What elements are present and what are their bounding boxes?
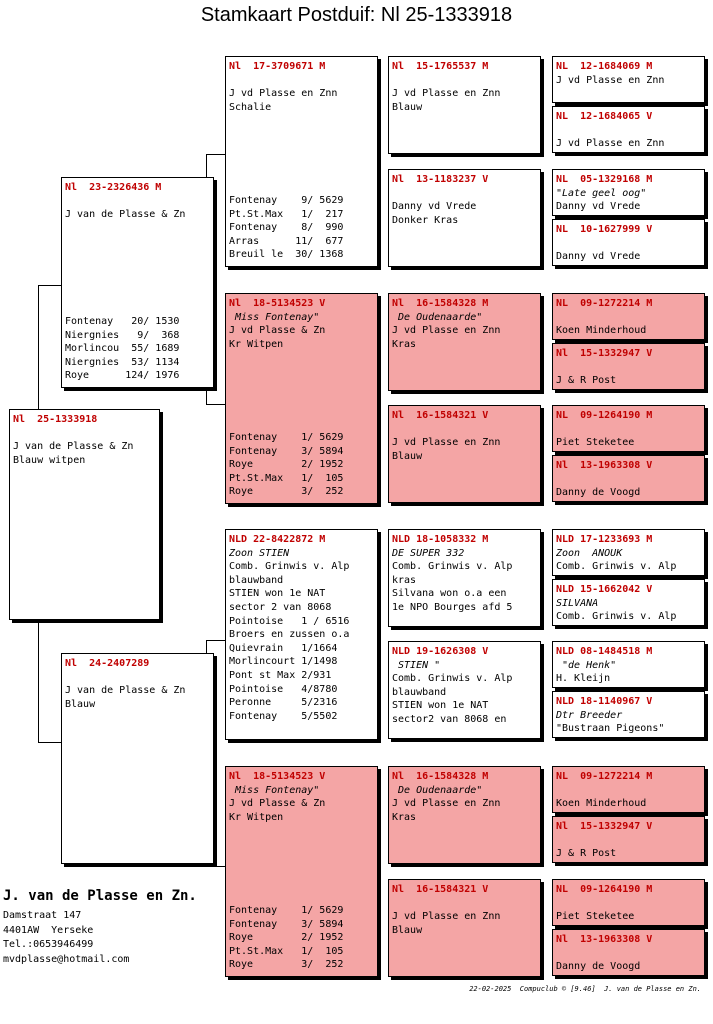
owner-city: 4401AW Yerseke bbox=[3, 924, 94, 936]
connector-line bbox=[38, 285, 61, 286]
ring-number: Nl 16-1584328 M bbox=[392, 771, 489, 782]
detail-line: Morlincourt 1/1498 bbox=[229, 656, 338, 668]
detail-line: STIEN won 1e NAT bbox=[229, 588, 326, 600]
race-result-line: Arras 11/ 677 bbox=[229, 235, 344, 247]
detail-line: Pointoise 1 / 6516 bbox=[229, 615, 350, 627]
ring-number: Nl 23-2326436 M bbox=[65, 182, 162, 193]
ring-number: NL 09-1264190 M bbox=[556, 884, 653, 895]
race-result-line: Roye 3/ 252 bbox=[229, 959, 344, 971]
detail-line: J vd Plasse en Znn bbox=[556, 74, 665, 86]
detail-line bbox=[65, 195, 213, 209]
ring-number: Nl 15-1332947 V bbox=[556, 821, 653, 832]
card-details bbox=[553, 897, 704, 924]
race-result-line: Fontenay 20/ 1530 bbox=[65, 316, 180, 328]
detail-line: Schalie bbox=[229, 101, 272, 113]
connector-line bbox=[38, 742, 61, 743]
card-details bbox=[553, 74, 704, 88]
pedigree-card-h3[interactable] bbox=[552, 169, 705, 216]
ring-number: Nl 13-1183237 V bbox=[392, 174, 489, 185]
detail-line: Piet Steketee bbox=[556, 437, 635, 449]
detail-line: Blauw witpen bbox=[13, 454, 86, 466]
card-details bbox=[553, 659, 704, 686]
race-result-line: Fontenay 1/ 5629 bbox=[229, 432, 344, 444]
ring-number: NLD 22-8422872 M bbox=[229, 534, 326, 545]
card-details bbox=[226, 547, 377, 724]
pedigree-card-h9[interactable] bbox=[552, 529, 705, 576]
ring-number: Nl 16-1584321 V bbox=[392, 410, 489, 421]
detail-line: Comb. Grinwis v. Alp bbox=[229, 561, 350, 573]
pedigree-card-h4[interactable] bbox=[552, 219, 705, 266]
ring-number: NLD 17-1233693 M bbox=[556, 534, 653, 545]
detail-line: J vd Plasse & Zn bbox=[229, 798, 326, 810]
detail-line bbox=[392, 423, 540, 437]
detail-line bbox=[556, 473, 704, 487]
detail-line: Comb. Grinwis v. Alp bbox=[556, 561, 677, 573]
card-details bbox=[389, 311, 540, 352]
ring-number: Nl 25-1333918 bbox=[13, 414, 98, 425]
detail-line bbox=[556, 361, 704, 375]
pedigree-card-h6[interactable] bbox=[552, 343, 705, 390]
detail-line bbox=[556, 834, 704, 848]
ring-number: NL 12-1684069 M bbox=[556, 61, 653, 72]
pedigree-card-g1[interactable] bbox=[388, 56, 541, 154]
race-result-line: Fontenay 3/ 5894 bbox=[229, 445, 344, 457]
ring-number: Nl 18-5134523 V bbox=[229, 771, 326, 782]
pedigree-card-d_sire[interactable] bbox=[225, 529, 378, 740]
card-details bbox=[389, 423, 540, 464]
detail-line: De Oudenaarde" bbox=[392, 311, 483, 323]
pedigree-card-g7[interactable] bbox=[388, 766, 541, 864]
connector-line bbox=[206, 640, 225, 641]
detail-line: STIEN " bbox=[392, 659, 441, 671]
card-details bbox=[553, 187, 704, 214]
detail-line: J vd Plasse en Znn bbox=[392, 325, 501, 337]
pedigree-card-s_sire[interactable] bbox=[225, 56, 378, 267]
detail-line bbox=[556, 423, 704, 437]
detail-line: Pointoise 4/8780 bbox=[229, 683, 338, 695]
connector-line bbox=[206, 154, 225, 155]
connector-line bbox=[38, 285, 39, 409]
detail-line: J vd Plasse en Znn bbox=[392, 911, 501, 923]
pedigree-card-h2[interactable] bbox=[552, 106, 705, 153]
pedigree-card-g5[interactable] bbox=[388, 529, 541, 627]
detail-line: Danny de Voogd bbox=[556, 961, 641, 973]
race-results bbox=[65, 315, 179, 383]
pedigree-card-h5[interactable] bbox=[552, 293, 705, 340]
detail-line: Silvana won o.a een bbox=[392, 588, 507, 600]
ring-number: Nl 17-3709671 M bbox=[229, 61, 326, 72]
detail-line: Danny vd Vrede bbox=[556, 251, 641, 263]
detail-line bbox=[392, 187, 540, 201]
detail-line: J vd Plasse en Znn bbox=[392, 798, 501, 810]
detail-line: Danny de Voogd bbox=[556, 487, 641, 499]
detail-line: Blauw bbox=[392, 450, 423, 462]
race-result-line: Fontenay 9/ 5629 bbox=[229, 195, 344, 207]
race-result-line: Roye 2/ 1952 bbox=[229, 932, 344, 944]
ring-number: NLD 15-1662042 V bbox=[556, 584, 653, 595]
pedigree-card-sire[interactable] bbox=[61, 177, 214, 388]
card-details bbox=[62, 671, 213, 712]
ring-number: NLD 08-1484518 M bbox=[556, 646, 653, 657]
pedigree-card-g3[interactable] bbox=[388, 293, 541, 391]
ring-number: NL 09-1272214 M bbox=[556, 298, 653, 309]
card-details bbox=[553, 834, 704, 861]
detail-line: Dtr Breeder bbox=[556, 709, 623, 721]
race-results bbox=[229, 431, 343, 499]
race-results bbox=[229, 194, 343, 262]
detail-line: Miss Fontenay" bbox=[229, 311, 320, 323]
detail-line: De Oudenaarde" bbox=[392, 784, 483, 796]
race-result-line: Fontenay 8/ 990 bbox=[229, 222, 344, 234]
race-result-line: Fontenay 3/ 5894 bbox=[229, 918, 344, 930]
detail-line: Donker Kras bbox=[392, 214, 459, 226]
race-result-line: Pt.St.Max 1/ 217 bbox=[229, 208, 344, 220]
detail-line bbox=[392, 74, 540, 88]
detail-line: Quievrain 1/1664 bbox=[229, 642, 338, 654]
pedigree-card-h8[interactable] bbox=[552, 455, 705, 502]
card-details bbox=[553, 124, 704, 151]
ring-number: NLD 19-1626308 V bbox=[392, 646, 489, 657]
detail-line: sector 2 van 8068 bbox=[229, 601, 332, 613]
detail-line: H. Kleijn bbox=[556, 673, 611, 685]
detail-line bbox=[556, 897, 704, 911]
detail-line: Peronne 5/2316 bbox=[229, 697, 338, 709]
owner-phone: Tel.:0653946499 bbox=[3, 939, 94, 950]
race-result-line: Roye 124/ 1976 bbox=[65, 370, 180, 382]
pedigree-card-g2[interactable] bbox=[388, 169, 541, 267]
detail-line: Koen Minderhoud bbox=[556, 798, 647, 810]
pedigree-card-h12[interactable] bbox=[552, 691, 705, 738]
connector-line bbox=[206, 866, 225, 867]
ring-number: Nl 24-2407289 bbox=[65, 658, 150, 669]
detail-line: J vd Plasse en Znn bbox=[556, 138, 665, 150]
detail-line: Piet Steketee bbox=[556, 911, 635, 923]
card-details bbox=[389, 784, 540, 825]
connector-line bbox=[206, 404, 225, 405]
detail-line: Comb. Grinwis v. Alp bbox=[392, 561, 513, 573]
card-details bbox=[389, 897, 540, 938]
detail-line: kras bbox=[392, 574, 417, 586]
pedigree-card-g4[interactable] bbox=[388, 405, 541, 503]
race-results bbox=[229, 904, 343, 972]
detail-line: Danny vd Vrede bbox=[392, 201, 477, 213]
card-details bbox=[389, 659, 540, 727]
pedigree-card-subject[interactable] bbox=[9, 409, 160, 620]
card-details bbox=[553, 473, 704, 500]
detail-line: J & R Post bbox=[556, 848, 617, 860]
pedigree-card-d_dam[interactable] bbox=[225, 766, 378, 977]
card-details bbox=[553, 547, 704, 574]
card-details bbox=[62, 195, 213, 222]
pedigree-card-dam[interactable] bbox=[61, 653, 214, 864]
owner-block bbox=[3, 888, 197, 967]
detail-line bbox=[556, 124, 704, 138]
ring-number: NLD 18-1058332 M bbox=[392, 534, 489, 545]
detail-line: J vd Plasse en Znn bbox=[229, 88, 338, 100]
detail-line: blauwband bbox=[392, 686, 447, 698]
pedigree-card-g8[interactable] bbox=[388, 879, 541, 977]
detail-line: Blauw bbox=[392, 101, 423, 113]
detail-line: J van de Plasse & Zn bbox=[65, 685, 186, 697]
detail-line: Comb. Grinwis v. Alp bbox=[556, 611, 677, 623]
page-title: Stamkaart Postduif: Nl 25-1333918 bbox=[200, 4, 513, 26]
pedigree-card-h13[interactable] bbox=[552, 766, 705, 813]
card-details bbox=[389, 74, 540, 115]
owner-email[interactable]: mvdplasse@hotmail.com bbox=[3, 953, 130, 965]
detail-line: Blauw bbox=[65, 698, 96, 710]
detail-line: 1e NPO Bourges afd 5 bbox=[392, 601, 513, 613]
detail-line: DE SUPER 332 bbox=[392, 547, 465, 559]
ring-number: Nl 15-1765537 M bbox=[392, 61, 489, 72]
ring-number: Nl 16-1584328 M bbox=[392, 298, 489, 309]
card-details bbox=[553, 784, 704, 811]
owner-street: Damstraat 147 bbox=[3, 910, 82, 921]
detail-line: J vd Plasse & Zn bbox=[229, 325, 326, 337]
detail-line: "Late geel oog" bbox=[556, 187, 647, 199]
detail-line: Kr Witpen bbox=[229, 811, 284, 823]
card-details bbox=[389, 187, 540, 228]
detail-line: "Bustraan Pigeons" bbox=[556, 723, 665, 735]
ring-number: Nl 15-1332947 V bbox=[556, 348, 653, 359]
card-details bbox=[553, 597, 704, 624]
race-result-line: Pt.St.Max 1/ 105 bbox=[229, 945, 344, 957]
detail-line: J vd Plasse en Znn bbox=[392, 88, 501, 100]
race-result-line: Roye 3/ 252 bbox=[229, 486, 344, 498]
detail-line: Zoon STIEN bbox=[229, 547, 290, 559]
pedigree-card-h14[interactable] bbox=[552, 816, 705, 863]
detail-line: blauwband bbox=[229, 574, 284, 586]
ring-number: Nl 13-1963308 V bbox=[556, 934, 653, 945]
ring-number: NL 09-1272214 M bbox=[556, 771, 653, 782]
detail-line bbox=[556, 947, 704, 961]
detail-line bbox=[65, 671, 213, 685]
race-result-line: Morlincou 55/ 1689 bbox=[65, 343, 180, 355]
card-details bbox=[553, 311, 704, 338]
ring-number: NLD 18-1140967 V bbox=[556, 696, 653, 707]
pedigree-card-s_dam[interactable] bbox=[225, 293, 378, 504]
detail-line: Kras bbox=[392, 811, 417, 823]
ring-number: NL 12-1684065 V bbox=[556, 111, 653, 122]
detail-line: Pont st Max 2/931 bbox=[229, 669, 332, 681]
detail-line: Blauw bbox=[392, 924, 423, 936]
ring-number: NL 10-1627999 V bbox=[556, 224, 653, 235]
pedigree-card-h11[interactable] bbox=[552, 641, 705, 688]
detail-line: SILVANA bbox=[556, 597, 599, 609]
race-result-line: Roye 2/ 1952 bbox=[229, 459, 344, 471]
pedigree-card-h16[interactable] bbox=[552, 929, 705, 976]
pedigree-card-g6[interactable] bbox=[388, 641, 541, 739]
ring-number: NL 09-1264190 M bbox=[556, 410, 653, 421]
footer-credit: 22-02-2025 Compuclub © [9.46] J. van de Plasse en Zn. bbox=[469, 985, 701, 993]
card-details bbox=[226, 784, 377, 825]
race-result-line: Breuil le 30/ 1368 bbox=[229, 249, 344, 261]
pedigree-card-h7[interactable] bbox=[552, 405, 705, 452]
owner-name: J. van de Plasse en Zn. bbox=[3, 888, 197, 904]
card-details bbox=[553, 423, 704, 450]
detail-line bbox=[13, 427, 159, 441]
detail-line: J van de Plasse & Zn bbox=[13, 441, 134, 453]
pedigree-card-h15[interactable] bbox=[552, 879, 705, 926]
race-result-line: Fontenay 1/ 5629 bbox=[229, 905, 344, 917]
detail-line: Fontenay 5/5502 bbox=[229, 710, 338, 722]
detail-line: "de Henk" bbox=[556, 659, 617, 671]
detail-line: J vd Plasse en Znn bbox=[392, 437, 501, 449]
detail-line bbox=[556, 311, 704, 325]
card-details bbox=[553, 361, 704, 388]
card-details bbox=[226, 311, 377, 352]
connector-line bbox=[38, 620, 39, 743]
detail-line bbox=[556, 237, 704, 251]
detail-line bbox=[556, 784, 704, 798]
pedigree-card-h10[interactable] bbox=[552, 579, 705, 626]
card-details bbox=[226, 74, 377, 115]
race-result-line: Niergnies 9/ 368 bbox=[65, 329, 180, 341]
race-result-line: Pt.St.Max 1/ 105 bbox=[229, 472, 344, 484]
detail-line: Broers en zussen o.a bbox=[229, 629, 350, 641]
ring-number: Nl 18-5134523 V bbox=[229, 298, 326, 309]
card-details bbox=[553, 237, 704, 264]
detail-line: J van de Plasse & Zn bbox=[65, 209, 186, 221]
ring-number: NL 05-1329168 M bbox=[556, 174, 653, 185]
ring-number: Nl 16-1584321 V bbox=[392, 884, 489, 895]
detail-line bbox=[392, 897, 540, 911]
detail-line: Danny vd Vrede bbox=[556, 201, 641, 213]
card-details bbox=[10, 427, 159, 468]
detail-line: Miss Fontenay" bbox=[229, 784, 320, 796]
detail-line: J & R Post bbox=[556, 375, 617, 387]
detail-line: Koen Minderhoud bbox=[556, 325, 647, 337]
ring-number: Nl 13-1963308 V bbox=[556, 460, 653, 471]
detail-line: sector2 van 8068 en bbox=[392, 713, 507, 725]
pedigree-card-h1[interactable] bbox=[552, 56, 705, 103]
detail-line: STIEN won 1e NAT bbox=[392, 700, 489, 712]
card-details bbox=[389, 547, 540, 615]
detail-line: Comb. Grinwis v. Alp bbox=[392, 673, 513, 685]
card-details bbox=[553, 709, 704, 736]
card-details bbox=[553, 947, 704, 974]
detail-line: Kr Witpen bbox=[229, 338, 284, 350]
detail-line bbox=[229, 74, 377, 88]
race-result-line: Niergnies 53/ 1134 bbox=[65, 356, 180, 368]
detail-line: Kras bbox=[392, 338, 417, 350]
detail-line: Zoon ANOUK bbox=[556, 547, 623, 559]
